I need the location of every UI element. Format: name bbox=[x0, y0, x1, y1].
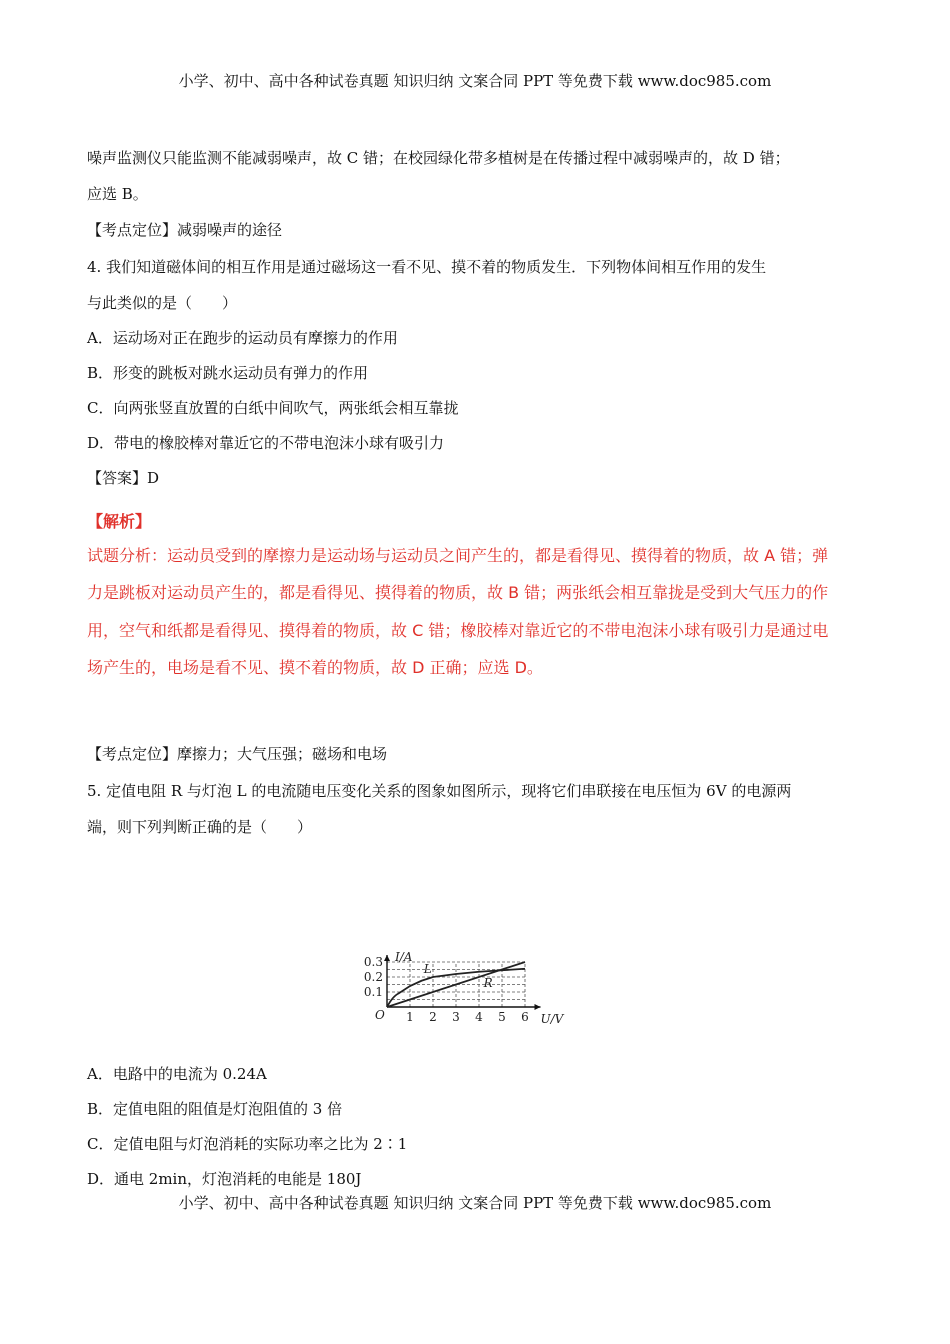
y-tick-label: 0.3 bbox=[363, 955, 383, 969]
q4-analysis-line-3: 用，空气和纸都是看得见、摸得着的物质，故 C 错；橡胶棒对靠近它的不带电泡沫小球有吸引力是通过电 bbox=[87, 621, 829, 640]
q4-option-d: D．带电的橡胶棒对靠近它的不带电泡沫小球有吸引力 bbox=[87, 434, 445, 452]
q4-option-a: A．运动场对正在跑步的运动员有摩擦力的作用 bbox=[87, 329, 398, 347]
x-tick-label: 4 bbox=[475, 1010, 483, 1024]
q4-option-b: B．形变的跳板对跳水运动员有弹力的作用 bbox=[87, 364, 369, 382]
x-axis-label: U/V bbox=[540, 1012, 564, 1026]
prev-analysis-line-2: 应选 B。 bbox=[87, 185, 148, 203]
series-R-label: R bbox=[483, 976, 493, 990]
q4-jiexi-label: 【解析】 bbox=[87, 512, 152, 531]
x-tick-label: 1 bbox=[406, 1010, 414, 1024]
x-tick-label: 6 bbox=[521, 1010, 529, 1024]
q5-stem-line-1: 5. 定值电阻 R 与灯泡 L 的电流随电压变化关系的图象如图所示，现将它们串联接在电压恒为 6V 的电源两 bbox=[87, 782, 792, 800]
q5-option-a: A．电路中的电流为 0.24A bbox=[87, 1065, 267, 1083]
q5-option-b: B．定值电阻的阻值是灯泡阻值的 3 倍 bbox=[87, 1100, 343, 1118]
q5-option-c: C．定值电阻与灯泡消耗的实际功率之比为 2∶1 bbox=[87, 1135, 408, 1153]
q4-stem-line-2: 与此类似的是（ ） bbox=[87, 294, 238, 312]
q5-option-d: D．通电 2min，灯泡消耗的电能是 180J bbox=[87, 1170, 362, 1188]
q4-option-c: C．向两张竖直放置的白纸中间吹气，两张纸会相互靠拢 bbox=[87, 399, 459, 417]
iu-graph bbox=[355, 855, 595, 1035]
prev-kaodian: 【考点定位】减弱噪声的途径 bbox=[87, 221, 283, 239]
series-L-label: L bbox=[423, 962, 432, 976]
q4-stem-line-1: 4. 我们知道磁体间的相互作用是通过磁场这一看不见、摸不着的物质发生．下列物体间相互作用的发生 bbox=[87, 258, 767, 276]
x-tick-label: 3 bbox=[452, 1010, 460, 1024]
chart-labels bbox=[364, 950, 565, 1026]
q4-analysis-line-4: 场产生的，电场是看不见、摸不着的物质，故 D 正确；应选 D。 bbox=[87, 658, 543, 677]
x-axis-arrow bbox=[535, 1004, 541, 1010]
x-tick-label: 2 bbox=[429, 1010, 437, 1024]
q4-kaodian: 【考点定位】摩擦力；大气压强；磁场和电场 bbox=[87, 745, 388, 763]
y-axis-arrow bbox=[384, 955, 390, 961]
q5-stem-line-2: 端，则下列判断正确的是（ ） bbox=[87, 818, 313, 836]
q4-analysis-line-1: 试题分析：运动员受到的摩擦力是运动场与运动员之间产生的，都是看得见、摸得着的物质，故 A 错；弹 bbox=[87, 546, 829, 565]
origin-label: O bbox=[375, 1008, 385, 1022]
y-tick-label: 0.1 bbox=[363, 985, 383, 999]
y-tick-label: 0.2 bbox=[363, 970, 383, 984]
q4-answer: 【答案】D bbox=[87, 469, 160, 487]
page-header: 小学、初中、高中各种试卷真题 知识归纳 文案合同 PPT 等免费下载 www.doc985.com bbox=[178, 72, 772, 90]
x-tick-label: 5 bbox=[498, 1010, 506, 1024]
prev-analysis-line-1: 噪声监测仪只能监测不能减弱噪声，故 C 错；在校园绿化带多植树是在传播过程中减弱噪声的，故 D 错； bbox=[87, 149, 790, 167]
page-footer: 小学、初中、高中各种试卷真题 知识归纳 文案合同 PPT 等免费下载 www.doc985.com bbox=[178, 1194, 772, 1212]
y-axis-label: I/A bbox=[395, 950, 413, 964]
q4-analysis-line-2: 力是跳板对运动员产生的，都是看得见、摸得着的物质，故 B 错；两张纸会相互靠拢是受到大气压力的作 bbox=[87, 583, 829, 602]
